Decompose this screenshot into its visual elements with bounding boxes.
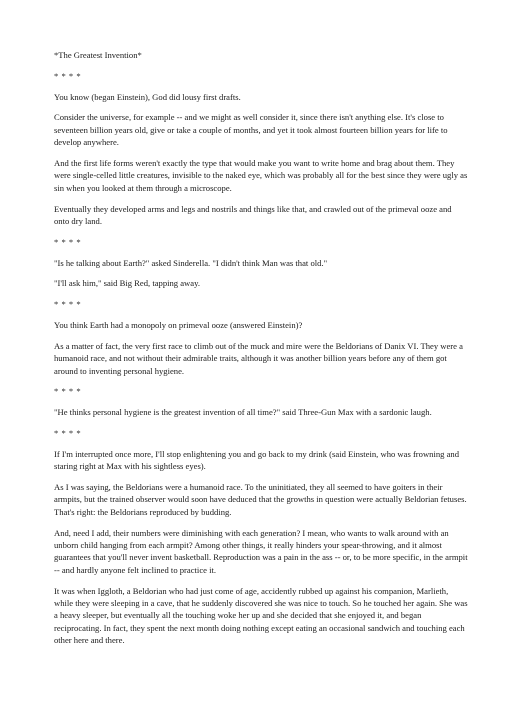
body-paragraph: "I'll ask him," said Big Red, tapping away. — [54, 278, 200, 289]
body-paragraph: And the first life forms weren't exactly the type that would make you want to write home and brag about them. They were single-celled little creatures, invisible to the naked eye, which was probably all for the best since they were ugly as sin when you looked at them through a microscope. — [54, 158, 468, 193]
story-title: *The Greatest Invention* — [54, 50, 142, 60]
section-separator: * * * * — [54, 299, 82, 310]
body-paragraph: If I'm interrupted once more, I'll stop enlightening you and go back to my drink (said Einstein, who was frowning and staring right at Max with his sightless eyes). — [54, 448, 460, 472]
body-paragraph: As I was saying, the Beldorians were a humanoid race. To the uninitiated, they all seemed to have goiters in their armpits, but the trained observer would soon have deduced that the growths in question were actually Beldorian fetuses. That's right: the Beldorians reproduced by budding. — [54, 482, 467, 517]
section-separator: * * * * — [54, 428, 82, 438]
body-paragraph: You think Earth had a monopoly on primeval ooze (answered Einstein)? — [54, 320, 303, 330]
body-paragraph: Consider the universe, for example -- and we might as well consider it, since there isn't anything else. It's close to seventeen billion years old, give or take a couple of months, and yet it took almost fourteen billion years for life to develop anywhere. — [54, 112, 448, 148]
body-paragraph: Eventually they developed arms and legs and nostrils and things like that, and crawled out of the primeval ooze and onto dry land. — [54, 203, 452, 227]
section-separator: * * * * — [54, 386, 82, 397]
body-paragraph: And, need I add, their numbers were diminishing with each generation? I mean, who wants to walk around with an unborn child hanging from each armpit? Among other things, it really hinders your spear-throwing, and it almost guarantees that you'll never invent basketball. Reproduction was a pain in the ass -- or, to be more specific, in the armpit -- and hardly anyone felt inclined to practice it. — [54, 527, 468, 575]
body-paragraph: It was when Iggloth, a Beldorian who had just come of age, accidently rubbed up against his companion, Marlieth, while they were sleeping in a cave, that he suddenly discovered she was nice to touch. So he touched her again. She was a heavy sleeper, but eventually all the touching woke her up and she decided that she enjoyed it, and began reciprocating. In fact, they spent the next month doing nothing except eating an occasional sandwich and touching each other here and there. — [54, 585, 468, 646]
body-paragraph: You know (began Einstein), God did lousy first drafts. — [54, 91, 241, 102]
section-separator: * * * * — [54, 70, 82, 81]
body-paragraph: "Is he talking about Earth?" asked Sinderella. "I didn't think Man was that old." — [54, 257, 328, 268]
body-paragraph: "He thinks personal hygiene is the greatest invention of all time?" said Three-Gun Max with a sardonic laugh. — [54, 407, 432, 418]
body-paragraph: As a matter of fact, the very first race to climb out of the muck and mire were the Beldorians of Danix VI. They were a humanoid race, and not without their admirable traits, although it was another billion years before any of them got around to inventing personal hygiene. — [54, 340, 463, 376]
section-separator: * * * * — [54, 236, 82, 247]
